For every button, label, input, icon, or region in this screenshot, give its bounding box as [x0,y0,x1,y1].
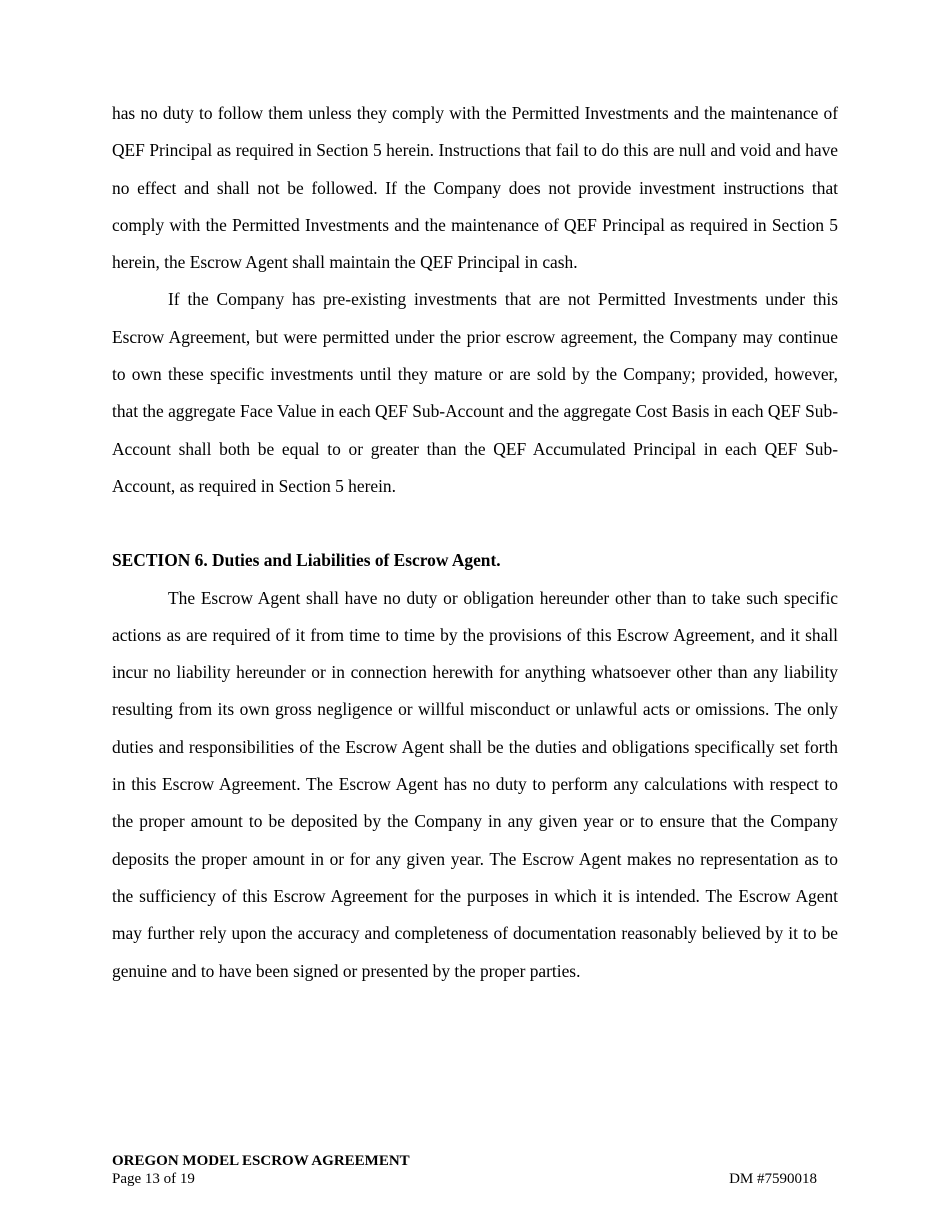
document-id: DM #7590018 [729,1171,817,1187]
document-body [112,95,838,990]
section-6-heading: SECTION 6. Duties and Liabilities of Escrow Agent. [112,550,501,571]
paragraph-escrow-agent-duties: The Escrow Agent shall have no duty or obligation hereunder other than to take such specific actions as are required of it from time to time by the provisions of this Escrow Agreement, and it shall incur no liability hereunder or in connection herewith for anything whatsoever other than any liability resulting from its own gross negligence or willful misconduct or unlawful acts or omissions. The only duties and responsibilities of the Escrow Agent shall be the duties and obligations specifically set forth in this Escrow Agreement. The Escrow Agent has no duty to perform any calculations with respect to the proper amount to be deposited by the Company in any given year or to ensure that the Company deposits the proper amount in or for any given year. The Escrow Agent makes no representation as to the sufficiency of this Escrow Agreement for the purposes in which it is intended. The Escrow Agent may further rely upon the accuracy and completeness of documentation reasonably believed by it to be genuine and to have been signed or presented by the proper parties. [112,587,838,981]
paragraph-continuation: has no duty to follow them unless they comply with the Permitted Investments and the maintenance of QEF Principal as required in Section 5 herein. Instructions that fail to do this are null and void and have no effect and shall not be followed. If the Company does not provide investment instructions that comply with the Permitted Investments and the maintenance of QEF Principal as required in Section 5 herein, the Escrow Agent shall maintain the QEF Principal in cash. [112,103,838,273]
page-number: Page 13 of 19 [112,1171,195,1187]
paragraph-pre-existing-investments: If the Company has pre-existing investments that are not Permitted Investments under this Escrow Agreement, but were permitted under the prior escrow agreement, the Company may continue to own these specific investments until they mature or are sold by the Company; provided, however, that the aggregate Face Value in each QEF Sub-Account and the aggregate Cost Basis in each QEF Sub-Account shall both be equal to or greater than the QEF Accumulated Principal in each QEF Sub-Account, as required in Section 5 herein. [112,289,838,496]
footer-title: OREGON MODEL ESCROW AGREEMENT [112,1153,410,1169]
footer [112,1152,410,1188]
